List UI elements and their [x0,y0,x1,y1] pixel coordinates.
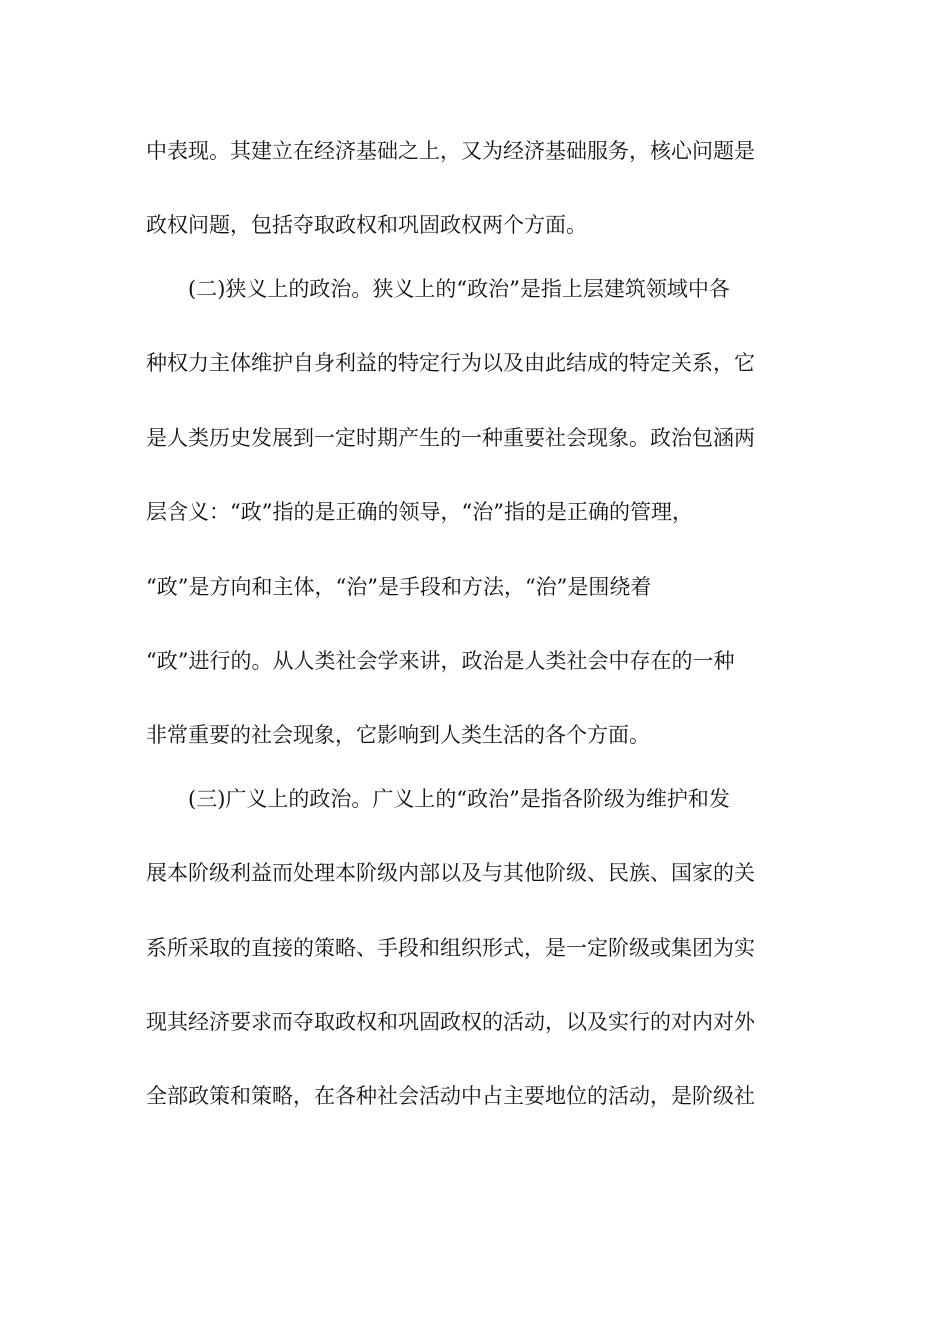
paragraph-heading-3: (三)广义上的政治。广义上的“政治”是指各阶级为维护和发 [188,787,730,811]
text-line: “政”是方向和主体，“治”是手段和方法，“治”是围绕着 [146,575,652,599]
text-line: 全部政策和策略，在各种社会活动中占主要地位的活动，是阶级社 [146,1084,755,1108]
text-line: 种权力主体维护自身利益的特定行为以及由此结成的特定关系，它 [146,351,755,375]
text-line: 中表现。其建立在经济基础之上，又为经济基础服务，核心问题是 [146,139,755,163]
text-line: “政”进行的。从人类社会学来讲，政治是人类社会中存在的一种 [146,649,735,673]
text-line: 系所采取的直接的策略、手段和组织形式，是一定阶级或集团为实 [146,936,755,960]
text-line: 非常重要的社会现象，它影响到人类生活的各个方面。 [146,723,650,747]
text-line: 是人类历史发展到一定时期产生的一种重要社会现象。政治包涵两 [146,426,755,450]
text-line: 政权问题，包括夺取政权和巩固政权两个方面。 [146,213,587,237]
text-line: 现其经济要求而夺取政权和巩固政权的活动，以及实行的对内对外 [146,1010,755,1034]
text-line: 层含义：“政”指的是正确的领导，“治”指的是正确的管理， [146,500,693,524]
text-line: 展本阶级利益而处理本阶级内部以及与其他阶级、民族、国家的关 [146,861,755,885]
paragraph-heading-2: (二)狭义上的政治。狭义上的“政治”是指上层建筑领域中各 [188,277,730,301]
